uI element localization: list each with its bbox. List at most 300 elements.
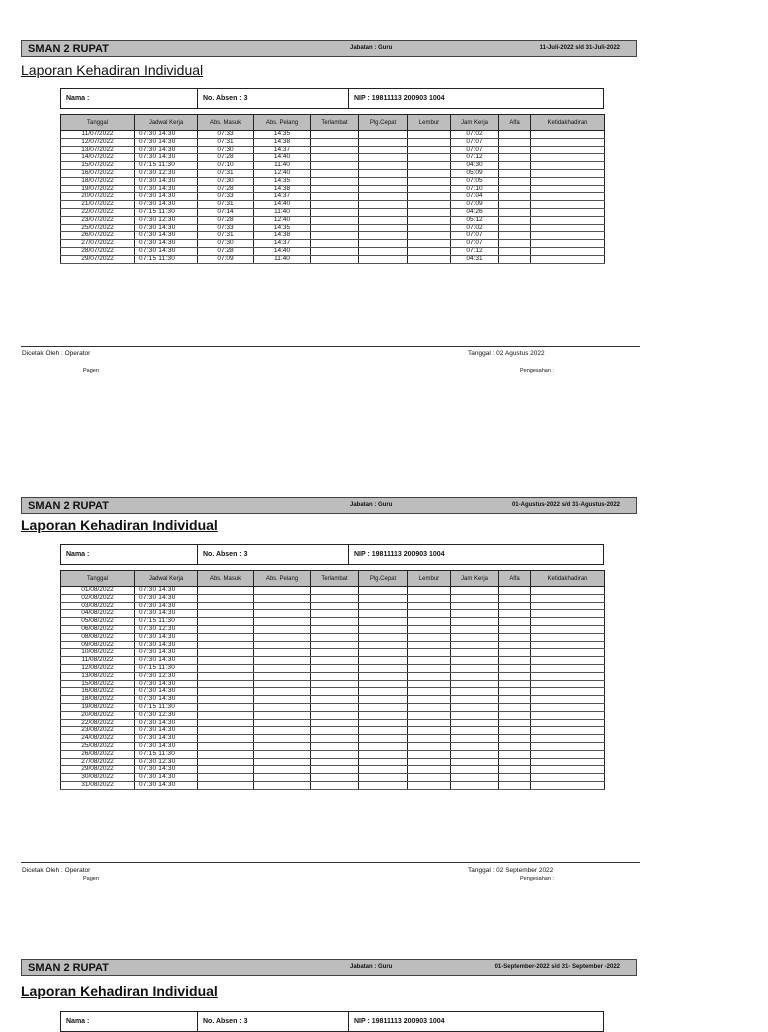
table-cell: 07:30 14:30 <box>135 688 198 696</box>
table-cell: 07:31 <box>198 138 254 146</box>
table-cell <box>311 131 359 139</box>
table-cell <box>359 719 408 727</box>
table-cell: 07:28 <box>198 154 254 162</box>
table-cell: 07:30 14:30 <box>135 224 198 232</box>
column-header: Terlambat <box>311 571 359 587</box>
table-cell <box>499 146 531 154</box>
table-cell: 25/07/2022 <box>61 224 135 232</box>
table-cell: 26/07/2022 <box>61 232 135 240</box>
table-cell <box>311 208 359 216</box>
table-cell <box>531 594 605 602</box>
table-cell <box>198 688 254 696</box>
table-cell: 07:05 <box>451 177 499 185</box>
column-header: Tanggal <box>61 115 135 131</box>
report-header <box>21 959 637 976</box>
attendance-table <box>60 114 605 264</box>
table-cell <box>198 649 254 657</box>
table-cell: 24/08/2022 <box>61 735 135 743</box>
signer-name: Pagen <box>83 368 99 374</box>
table-cell: 13/07/2022 <box>61 146 135 154</box>
table-cell <box>254 727 311 735</box>
table-cell <box>499 185 531 193</box>
table-cell <box>198 750 254 758</box>
table-cell <box>408 610 451 618</box>
table-cell <box>408 625 451 633</box>
table-cell <box>531 162 605 170</box>
table-cell <box>198 618 254 626</box>
table-cell <box>254 649 311 657</box>
table-cell: 23/08/2022 <box>61 727 135 735</box>
table-cell <box>359 711 408 719</box>
absen-field: No. Absen : 3 <box>198 1012 349 1031</box>
table-cell <box>198 664 254 672</box>
table-cell <box>531 240 605 248</box>
table-cell <box>311 146 359 154</box>
table-cell: 05/08/2022 <box>61 618 135 626</box>
table-cell <box>311 688 359 696</box>
table-cell <box>531 657 605 665</box>
table-cell <box>499 649 531 657</box>
table-cell: 07:30 <box>198 240 254 248</box>
table-cell <box>254 602 311 610</box>
table-cell: 07:33 <box>198 193 254 201</box>
column-header: Ketidakhadiran <box>531 571 605 587</box>
table-cell: 07:30 14:30 <box>135 649 198 657</box>
table-cell: 06/08/2022 <box>61 625 135 633</box>
table-cell <box>408 224 451 232</box>
table-cell <box>311 247 359 255</box>
table-cell <box>408 703 451 711</box>
table-cell <box>198 672 254 680</box>
table-cell <box>311 774 359 782</box>
table-cell <box>408 247 451 255</box>
table-row <box>61 255 605 263</box>
table-cell: 07:02 <box>451 131 499 139</box>
table-cell <box>499 216 531 224</box>
table-cell: 21/07/2022 <box>61 201 135 209</box>
table-cell: 14:35 <box>254 131 311 139</box>
table-cell <box>499 696 531 704</box>
table-cell: 07:30 14:30 <box>135 610 198 618</box>
table-cell: 07:30 14:30 <box>135 696 198 704</box>
table-cell: 07:30 14:30 <box>135 193 198 201</box>
table-cell <box>359 696 408 704</box>
table-cell <box>531 711 605 719</box>
table-cell <box>408 680 451 688</box>
table-row <box>61 610 605 618</box>
table-cell: 07:30 <box>198 177 254 185</box>
table-cell <box>408 587 451 595</box>
table-cell: 11:40 <box>254 255 311 263</box>
table-cell <box>531 247 605 255</box>
table-cell <box>359 649 408 657</box>
table-cell <box>408 162 451 170</box>
period-label: 01-September-2022 s/d 31- September -2022 <box>494 964 620 970</box>
employee-info <box>60 1011 604 1032</box>
table-cell <box>451 696 499 704</box>
table-cell <box>499 641 531 649</box>
table-row <box>61 766 605 774</box>
table-cell <box>499 618 531 626</box>
table-row <box>61 758 605 766</box>
table-row <box>61 208 605 216</box>
table-cell <box>254 594 311 602</box>
attendance-table <box>60 570 605 790</box>
print-date: Tanggal : 02 Agustus 2022 <box>468 350 545 357</box>
table-cell: 14:38 <box>254 185 311 193</box>
table-cell <box>311 201 359 209</box>
table-cell <box>254 680 311 688</box>
table-cell <box>531 719 605 727</box>
table-cell <box>408 146 451 154</box>
table-cell <box>531 185 605 193</box>
table-cell <box>311 162 359 170</box>
table-cell: 07:28 <box>198 216 254 224</box>
table-cell <box>408 742 451 750</box>
approval-label: Pengesahan : <box>520 876 554 882</box>
school-name: SMAN 2 RUPAT <box>28 500 109 512</box>
table-cell <box>359 766 408 774</box>
table-cell: 19/07/2022 <box>61 185 135 193</box>
table-cell <box>408 750 451 758</box>
table-cell: 07:33 <box>198 131 254 139</box>
table-cell <box>198 657 254 665</box>
column-header: Jadwal Kerja <box>135 571 198 587</box>
table-cell <box>499 703 531 711</box>
table-cell: 16/08/2022 <box>61 688 135 696</box>
table-cell <box>254 688 311 696</box>
table-cell: 11:40 <box>254 162 311 170</box>
table-cell: 01/08/2022 <box>61 587 135 595</box>
table-cell <box>408 696 451 704</box>
table-cell <box>408 255 451 263</box>
table-cell: 11:40 <box>254 208 311 216</box>
table-cell <box>451 633 499 641</box>
table-cell: 07:15 11:30 <box>135 208 198 216</box>
table-cell: 14:40 <box>254 247 311 255</box>
table-cell: 07:30 14:30 <box>135 602 198 610</box>
table-cell <box>451 703 499 711</box>
table-cell: 25/08/2022 <box>61 742 135 750</box>
table-cell <box>531 735 605 743</box>
table-row <box>61 146 605 154</box>
table-cell: 04:30 <box>451 162 499 170</box>
table-cell <box>198 610 254 618</box>
table-cell <box>359 193 408 201</box>
table-cell <box>408 240 451 248</box>
table-cell: 07:15 11:30 <box>135 618 198 626</box>
table-cell <box>451 758 499 766</box>
table-cell <box>311 696 359 704</box>
table-cell: 07:09 <box>451 201 499 209</box>
table-cell <box>359 657 408 665</box>
table-cell <box>311 193 359 201</box>
table-cell: 04:31 <box>451 255 499 263</box>
table-cell <box>451 657 499 665</box>
table-cell: 07:02 <box>451 224 499 232</box>
table-cell: 09/08/2022 <box>61 641 135 649</box>
table-row <box>61 781 605 789</box>
table-row <box>61 625 605 633</box>
table-cell <box>531 232 605 240</box>
table-row <box>61 657 605 665</box>
table-cell <box>254 703 311 711</box>
approval-label: Pengesahan : <box>520 368 554 374</box>
absen-field: No. Absen : 3 <box>198 545 349 564</box>
table-cell <box>499 774 531 782</box>
column-header: Jam Kerja <box>451 571 499 587</box>
table-cell: 04/08/2022 <box>61 610 135 618</box>
table-cell <box>531 193 605 201</box>
table-cell <box>359 138 408 146</box>
table-cell: 07:12 <box>451 247 499 255</box>
table-cell <box>408 735 451 743</box>
table-cell <box>499 177 531 185</box>
table-cell <box>311 224 359 232</box>
table-cell <box>311 185 359 193</box>
table-header-row <box>61 115 605 131</box>
table-cell <box>499 688 531 696</box>
table-cell <box>531 201 605 209</box>
table-cell <box>311 625 359 633</box>
table-row <box>61 649 605 657</box>
table-cell <box>311 703 359 711</box>
table-cell <box>254 618 311 626</box>
table-cell <box>198 774 254 782</box>
table-cell: 19/08/2022 <box>61 703 135 711</box>
table-row <box>61 169 605 177</box>
table-cell <box>254 774 311 782</box>
table-cell <box>408 672 451 680</box>
table-cell <box>451 719 499 727</box>
table-cell <box>408 154 451 162</box>
table-cell <box>254 641 311 649</box>
table-cell <box>254 750 311 758</box>
table-cell <box>531 131 605 139</box>
table-cell: 07:31 <box>198 201 254 209</box>
table-cell: 07:30 14:30 <box>135 201 198 209</box>
table-cell <box>408 774 451 782</box>
table-cell <box>499 742 531 750</box>
table-cell <box>531 766 605 774</box>
table-cell <box>408 727 451 735</box>
table-cell <box>359 727 408 735</box>
table-cell <box>408 131 451 139</box>
table-cell <box>408 633 451 641</box>
nip-field: NIP : 19811113 200903 1004 <box>354 551 445 558</box>
table-cell <box>451 727 499 735</box>
column-header: Tanggal <box>61 571 135 587</box>
table-cell <box>311 594 359 602</box>
table-cell <box>311 610 359 618</box>
table-row <box>61 703 605 711</box>
table-cell <box>451 587 499 595</box>
jabatan-label: Jabatan : Guru <box>350 502 393 508</box>
table-cell <box>499 154 531 162</box>
table-cell: 11/08/2022 <box>61 657 135 665</box>
table-cell <box>531 680 605 688</box>
table-cell <box>408 649 451 657</box>
table-cell <box>499 138 531 146</box>
table-cell <box>311 641 359 649</box>
table-cell <box>254 587 311 595</box>
column-header: Lembur <box>408 571 451 587</box>
column-header: Terlambat <box>311 115 359 131</box>
table-cell <box>499 247 531 255</box>
table-cell: 07:30 12:30 <box>135 216 198 224</box>
school-name: SMAN 2 RUPAT <box>28 43 109 55</box>
column-header: Lembur <box>408 115 451 131</box>
table-cell <box>499 201 531 209</box>
table-cell: 14:40 <box>254 154 311 162</box>
table-cell <box>408 688 451 696</box>
table-cell <box>254 633 311 641</box>
table-cell <box>311 664 359 672</box>
table-cell: 07:30 14:30 <box>135 774 198 782</box>
table-cell <box>531 703 605 711</box>
table-cell <box>311 602 359 610</box>
table-cell <box>408 216 451 224</box>
table-cell <box>451 774 499 782</box>
table-cell <box>311 232 359 240</box>
column-header: Ketidakhadiran <box>531 115 605 131</box>
table-cell <box>531 750 605 758</box>
table-cell <box>499 594 531 602</box>
table-cell: 14:37 <box>254 146 311 154</box>
table-cell: 07:07 <box>451 138 499 146</box>
table-cell <box>451 742 499 750</box>
table-row <box>61 185 605 193</box>
table-cell <box>408 781 451 789</box>
column-header: Abs. Pelang <box>254 115 311 131</box>
report-title: Laporan Kehadiran Individual <box>21 517 218 533</box>
table-cell: 12/08/2022 <box>61 664 135 672</box>
table-row <box>61 711 605 719</box>
nip-field: NIP : 19811113 200903 1004 <box>354 1018 445 1025</box>
table-row <box>61 618 605 626</box>
table-cell <box>359 224 408 232</box>
table-cell <box>499 162 531 170</box>
table-cell <box>311 587 359 595</box>
table-cell: 07:31 <box>198 169 254 177</box>
table-cell <box>451 649 499 657</box>
table-cell <box>499 633 531 641</box>
table-cell <box>499 735 531 743</box>
table-cell <box>254 664 311 672</box>
table-cell: 26/08/2022 <box>61 750 135 758</box>
table-cell <box>198 641 254 649</box>
table-cell: 11/07/2022 <box>61 131 135 139</box>
table-cell: 08/08/2022 <box>61 633 135 641</box>
table-cell: 07:30 14:30 <box>135 657 198 665</box>
table-cell <box>359 774 408 782</box>
table-cell: 12/07/2022 <box>61 138 135 146</box>
print-date: Tanggal : 02 September 2022 <box>468 867 554 874</box>
table-cell <box>531 625 605 633</box>
table-cell <box>311 735 359 743</box>
table-cell <box>311 169 359 177</box>
table-cell <box>254 672 311 680</box>
table-cell <box>499 657 531 665</box>
table-cell <box>408 232 451 240</box>
table-cell: 07:30 <box>198 146 254 154</box>
table-cell: 07:28 <box>198 185 254 193</box>
table-cell <box>531 649 605 657</box>
table-cell <box>408 711 451 719</box>
table-cell <box>451 688 499 696</box>
column-header: Jadwal Kerja <box>135 115 198 131</box>
table-cell <box>359 208 408 216</box>
table-cell <box>359 169 408 177</box>
table-cell <box>198 625 254 633</box>
printed-by: Dicetak Oleh : Operator <box>22 350 91 357</box>
table-cell <box>359 618 408 626</box>
table-cell: 07:12 <box>451 154 499 162</box>
table-cell <box>499 719 531 727</box>
table-cell <box>451 766 499 774</box>
table-cell <box>359 162 408 170</box>
table-cell <box>311 711 359 719</box>
table-cell <box>198 680 254 688</box>
table-cell <box>359 758 408 766</box>
table-cell: 07:30 14:30 <box>135 154 198 162</box>
table-cell: 07:30 14:30 <box>135 177 198 185</box>
table-cell: 10/08/2022 <box>61 649 135 657</box>
table-cell <box>531 169 605 177</box>
table-cell <box>311 177 359 185</box>
table-cell <box>254 625 311 633</box>
table-cell: 02/08/2022 <box>61 594 135 602</box>
table-cell: 14:38 <box>254 232 311 240</box>
table-cell <box>359 201 408 209</box>
table-cell <box>531 774 605 782</box>
table-cell: 03/08/2022 <box>61 602 135 610</box>
table-cell <box>198 719 254 727</box>
table-row <box>61 750 605 758</box>
table-cell <box>531 610 605 618</box>
table-row <box>61 177 605 185</box>
table-cell <box>311 657 359 665</box>
table-cell: 07:30 14:30 <box>135 680 198 688</box>
table-cell: 07:30 12:30 <box>135 625 198 633</box>
table-cell <box>408 602 451 610</box>
table-cell <box>254 657 311 665</box>
table-cell <box>311 742 359 750</box>
column-header: Abs. Pelang <box>254 571 311 587</box>
table-cell <box>531 177 605 185</box>
table-cell <box>198 742 254 750</box>
table-cell <box>311 216 359 224</box>
table-cell: 07:30 12:30 <box>135 711 198 719</box>
nama-field: Nama : <box>61 89 198 108</box>
table-cell <box>198 711 254 719</box>
table-row <box>61 240 605 248</box>
school-name: SMAN 2 RUPAT <box>28 962 109 974</box>
table-cell: 07:07 <box>451 232 499 240</box>
table-cell <box>311 633 359 641</box>
table-row <box>61 602 605 610</box>
table-cell <box>198 602 254 610</box>
table-row <box>61 688 605 696</box>
table-cell <box>499 587 531 595</box>
table-row <box>61 672 605 680</box>
table-cell <box>499 750 531 758</box>
table-cell <box>499 602 531 610</box>
column-header: Alfa <box>499 115 531 131</box>
table-cell <box>359 255 408 263</box>
table-cell <box>531 587 605 595</box>
table-cell <box>531 758 605 766</box>
